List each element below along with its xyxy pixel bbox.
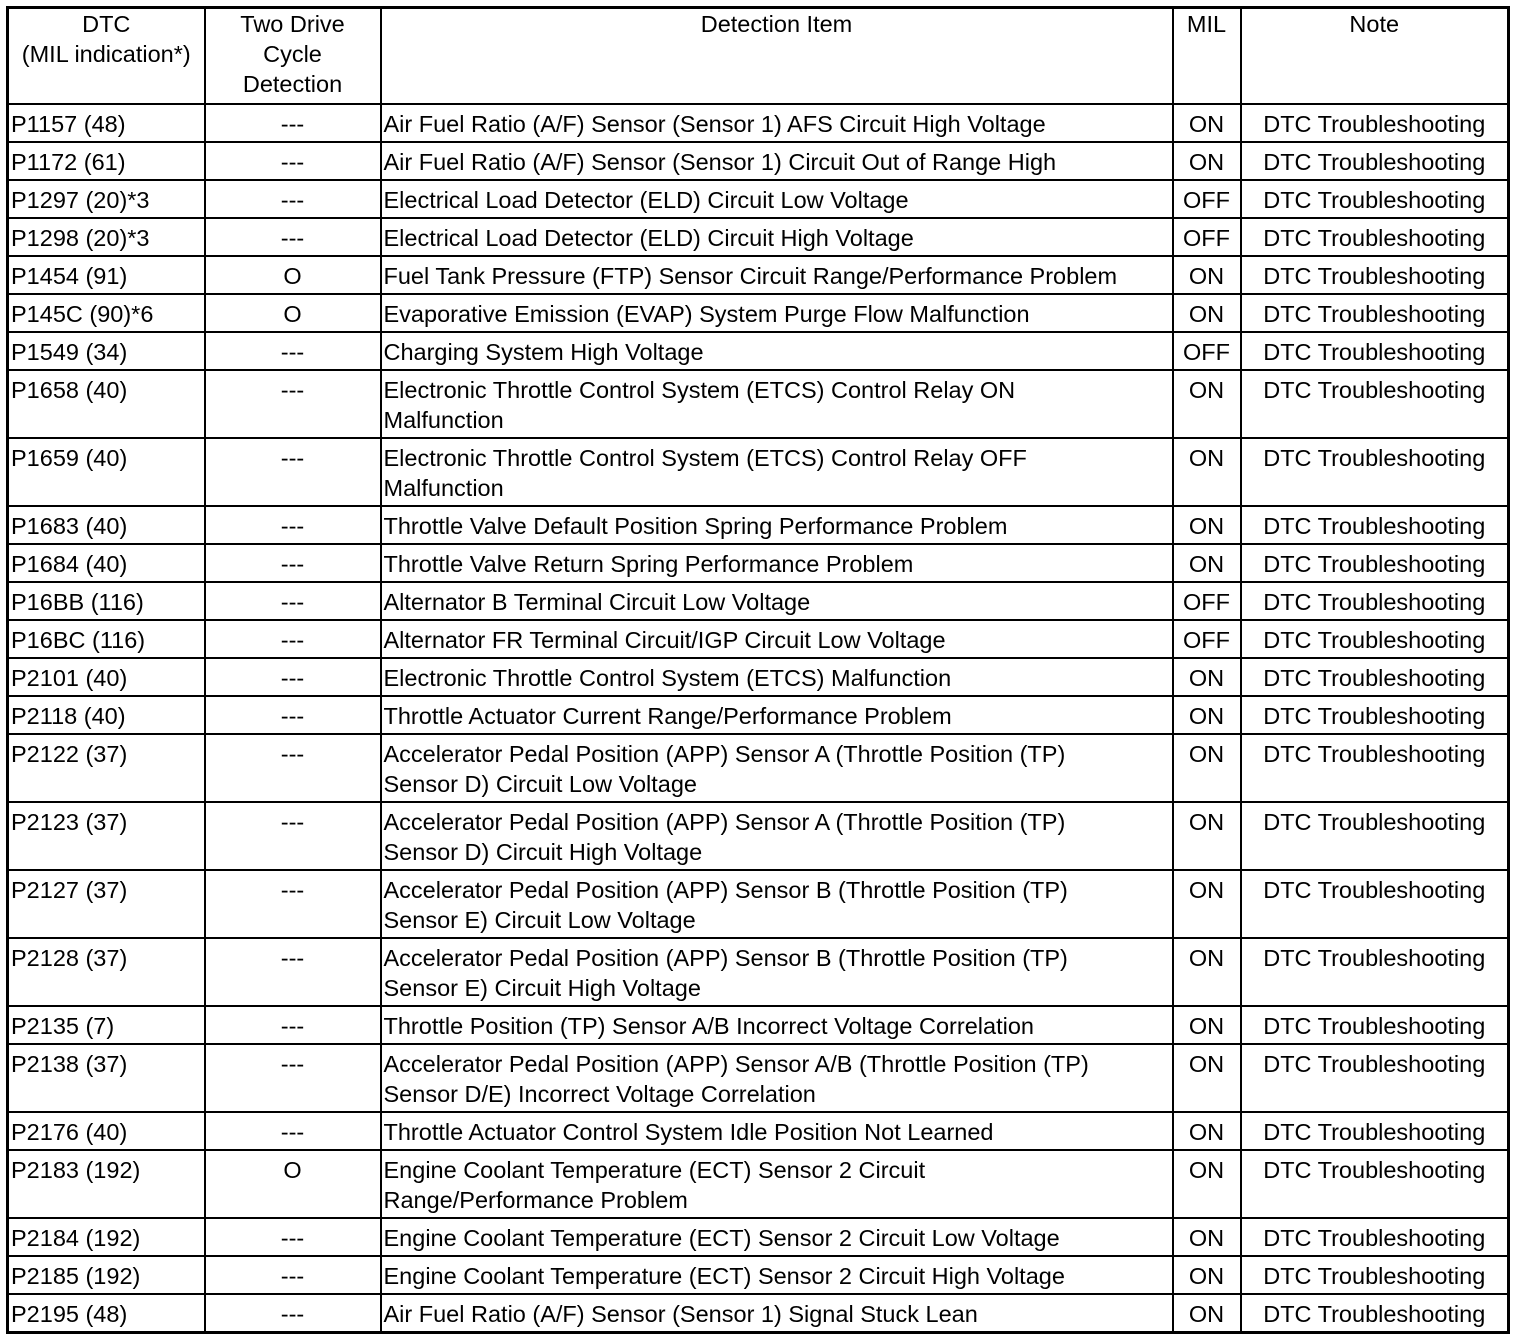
note-link: DTC Troubleshooting <box>1241 1112 1509 1150</box>
note-link: DTC Troubleshooting <box>1241 370 1509 438</box>
two-drive-cycle-flag: --- <box>205 1256 381 1294</box>
two-drive-cycle-flag: --- <box>205 658 381 696</box>
dtc-code: P2138 (37) <box>8 1044 205 1112</box>
dtc-code: P2118 (40) <box>8 696 205 734</box>
mil-status: ON <box>1173 734 1241 802</box>
note-link: DTC Troubleshooting <box>1241 870 1509 938</box>
note-link: DTC Troubleshooting <box>1241 1044 1509 1112</box>
table-row <box>8 438 1509 506</box>
mil-status: ON <box>1173 506 1241 544</box>
note-link: DTC Troubleshooting <box>1241 218 1509 256</box>
note-link: DTC Troubleshooting <box>1241 506 1509 544</box>
note-link: DTC Troubleshooting <box>1241 620 1509 658</box>
two-drive-cycle-flag: O <box>205 256 381 294</box>
dtc-code: P2127 (37) <box>8 870 205 938</box>
mil-status: ON <box>1173 1150 1241 1218</box>
mil-status: OFF <box>1173 582 1241 620</box>
note-link: DTC Troubleshooting <box>1241 256 1509 294</box>
note-link: DTC Troubleshooting <box>1241 142 1509 180</box>
mil-status: ON <box>1173 1006 1241 1044</box>
dtc-code: P2183 (192) <box>8 1150 205 1218</box>
note-link: DTC Troubleshooting <box>1241 1256 1509 1294</box>
mil-status: ON <box>1173 256 1241 294</box>
two-drive-cycle-flag: --- <box>205 938 381 1006</box>
mil-status: ON <box>1173 544 1241 582</box>
mil-status: OFF <box>1173 620 1241 658</box>
detection-item: Throttle Actuator Current Range/Performance Problem <box>381 696 1173 734</box>
table-row <box>8 506 1509 544</box>
note-link: DTC Troubleshooting <box>1241 294 1509 332</box>
table-body <box>8 104 1509 1333</box>
table-row <box>8 802 1509 870</box>
two-drive-cycle-flag: --- <box>205 696 381 734</box>
mil-status: ON <box>1173 696 1241 734</box>
table-row <box>8 218 1509 256</box>
dtc-code: P2185 (192) <box>8 1256 205 1294</box>
mil-status: OFF <box>1173 332 1241 370</box>
detection-item: Air Fuel Ratio (A/F) Sensor (Sensor 1) Signal Stuck Lean <box>381 1294 1173 1333</box>
detection-item: Engine Coolant Temperature (ECT) Sensor 2 Circuit Low Voltage <box>381 1218 1173 1256</box>
dtc-code: P2135 (7) <box>8 1006 205 1044</box>
header-row <box>8 8 1509 105</box>
dtc-code: P145C (90)*6 <box>8 294 205 332</box>
detection-item: Accelerator Pedal Position (APP) Sensor B (Throttle Position (TP) Sensor E) Circuit Low Voltage <box>381 870 1173 938</box>
two-drive-cycle-flag: --- <box>205 218 381 256</box>
note-link: DTC Troubleshooting <box>1241 802 1509 870</box>
mil-status: OFF <box>1173 180 1241 218</box>
dtc-code: P1454 (91) <box>8 256 205 294</box>
two-drive-cycle-flag: --- <box>205 180 381 218</box>
two-drive-cycle-flag: --- <box>205 104 381 142</box>
dtc-code: P16BB (116) <box>8 582 205 620</box>
table-row <box>8 332 1509 370</box>
mil-status: ON <box>1173 294 1241 332</box>
mil-status: ON <box>1173 658 1241 696</box>
table-row <box>8 938 1509 1006</box>
note-link: DTC Troubleshooting <box>1241 582 1509 620</box>
note-link: DTC Troubleshooting <box>1241 1006 1509 1044</box>
table-row <box>8 1218 1509 1256</box>
detection-item: Accelerator Pedal Position (APP) Sensor A (Throttle Position (TP) Sensor D) Circuit High Voltage <box>381 802 1173 870</box>
note-link: DTC Troubleshooting <box>1241 1150 1509 1218</box>
two-drive-cycle-flag: --- <box>205 1218 381 1256</box>
table-row <box>8 582 1509 620</box>
two-drive-cycle-flag: O <box>205 1150 381 1218</box>
detection-item: Electronic Throttle Control System (ETCS) Malfunction <box>381 658 1173 696</box>
table-row <box>8 256 1509 294</box>
note-link: DTC Troubleshooting <box>1241 1218 1509 1256</box>
mil-status: ON <box>1173 1256 1241 1294</box>
table-row <box>8 658 1509 696</box>
detection-item: Throttle Position (TP) Sensor A/B Incorrect Voltage Correlation <box>381 1006 1173 1044</box>
table-row <box>8 370 1509 438</box>
two-drive-cycle-flag: --- <box>205 544 381 582</box>
table-row <box>8 180 1509 218</box>
table-row <box>8 1044 1509 1112</box>
table-row <box>8 696 1509 734</box>
dtc-code: P1659 (40) <box>8 438 205 506</box>
dtc-code: P2176 (40) <box>8 1112 205 1150</box>
dtc-code: P1298 (20)*3 <box>8 218 205 256</box>
dtc-code: P1683 (40) <box>8 506 205 544</box>
two-drive-cycle-flag: --- <box>205 506 381 544</box>
detection-item: Alternator FR Terminal Circuit/IGP Circuit Low Voltage <box>381 620 1173 658</box>
two-drive-cycle-flag: --- <box>205 142 381 180</box>
mil-status: OFF <box>1173 218 1241 256</box>
mil-status: ON <box>1173 1218 1241 1256</box>
mil-status: ON <box>1173 802 1241 870</box>
note-link: DTC Troubleshooting <box>1241 938 1509 1006</box>
header-detection-item: Detection Item <box>381 8 1173 105</box>
mil-status: ON <box>1173 1112 1241 1150</box>
detection-item: Evaporative Emission (EVAP) System Purge Flow Malfunction <box>381 294 1173 332</box>
note-link: DTC Troubleshooting <box>1241 734 1509 802</box>
detection-item: Electronic Throttle Control System (ETCS) Control Relay OFF Malfunction <box>381 438 1173 506</box>
two-drive-cycle-flag: O <box>205 294 381 332</box>
header-note: Note <box>1241 8 1509 105</box>
detection-item: Charging System High Voltage <box>381 332 1173 370</box>
dtc-code: P1684 (40) <box>8 544 205 582</box>
note-link: DTC Troubleshooting <box>1241 332 1509 370</box>
mil-status: ON <box>1173 438 1241 506</box>
detection-item: Accelerator Pedal Position (APP) Sensor B (Throttle Position (TP) Sensor E) Circuit High Voltage <box>381 938 1173 1006</box>
dtc-code: P1549 (34) <box>8 332 205 370</box>
detection-item: Air Fuel Ratio (A/F) Sensor (Sensor 1) AFS Circuit High Voltage <box>381 104 1173 142</box>
note-link: DTC Troubleshooting <box>1241 180 1509 218</box>
table-row <box>8 1112 1509 1150</box>
note-link: DTC Troubleshooting <box>1241 658 1509 696</box>
detection-item: Engine Coolant Temperature (ECT) Sensor 2 Circuit Range/Performance Problem <box>381 1150 1173 1218</box>
dtc-code: P1658 (40) <box>8 370 205 438</box>
note-link: DTC Troubleshooting <box>1241 1294 1509 1333</box>
dtc-code: P2195 (48) <box>8 1294 205 1333</box>
detection-item: Engine Coolant Temperature (ECT) Sensor 2 Circuit High Voltage <box>381 1256 1173 1294</box>
table-row <box>8 1150 1509 1218</box>
mil-status: ON <box>1173 370 1241 438</box>
two-drive-cycle-flag: --- <box>205 1112 381 1150</box>
header-dtc: DTC (MIL indication*) <box>8 8 205 105</box>
table-row <box>8 142 1509 180</box>
detection-item: Electronic Throttle Control System (ETCS) Control Relay ON Malfunction <box>381 370 1173 438</box>
two-drive-cycle-flag: --- <box>205 1294 381 1333</box>
two-drive-cycle-flag: --- <box>205 582 381 620</box>
detection-item: Throttle Valve Return Spring Performance Problem <box>381 544 1173 582</box>
two-drive-cycle-flag: --- <box>205 332 381 370</box>
mil-status: ON <box>1173 1294 1241 1333</box>
dtc-code: P2101 (40) <box>8 658 205 696</box>
two-drive-cycle-flag: --- <box>205 802 381 870</box>
dtc-code: P2122 (37) <box>8 734 205 802</box>
note-link: DTC Troubleshooting <box>1241 696 1509 734</box>
two-drive-cycle-flag: --- <box>205 870 381 938</box>
header-mil: MIL <box>1173 8 1241 105</box>
detection-item: Accelerator Pedal Position (APP) Sensor A (Throttle Position (TP) Sensor D) Circuit Low Voltage <box>381 734 1173 802</box>
dtc-code: P1157 (48) <box>8 104 205 142</box>
two-drive-cycle-flag: --- <box>205 438 381 506</box>
table-row <box>8 1294 1509 1333</box>
detection-item: Electrical Load Detector (ELD) Circuit Low Voltage <box>381 180 1173 218</box>
dtc-code: P2184 (192) <box>8 1218 205 1256</box>
mil-status: ON <box>1173 870 1241 938</box>
detection-item: Throttle Actuator Control System Idle Position Not Learned <box>381 1112 1173 1150</box>
mil-status: ON <box>1173 142 1241 180</box>
dtc-code: P1297 (20)*3 <box>8 180 205 218</box>
note-link: DTC Troubleshooting <box>1241 438 1509 506</box>
detection-item: Accelerator Pedal Position (APP) Sensor A/B (Throttle Position (TP) Sensor D/E) Incorrect Voltage Correlation <box>381 1044 1173 1112</box>
table-row <box>8 870 1509 938</box>
table-row <box>8 294 1509 332</box>
detection-item: Alternator B Terminal Circuit Low Voltage <box>381 582 1173 620</box>
mil-status: ON <box>1173 1044 1241 1112</box>
dtc-code: P1172 (61) <box>8 142 205 180</box>
table-row <box>8 734 1509 802</box>
two-drive-cycle-flag: --- <box>205 1044 381 1112</box>
two-drive-cycle-flag: --- <box>205 734 381 802</box>
detection-item: Fuel Tank Pressure (FTP) Sensor Circuit Range/Performance Problem <box>381 256 1173 294</box>
detection-item: Electrical Load Detector (ELD) Circuit High Voltage <box>381 218 1173 256</box>
note-link: DTC Troubleshooting <box>1241 544 1509 582</box>
dtc-code: P2123 (37) <box>8 802 205 870</box>
dtc-code: P16BC (116) <box>8 620 205 658</box>
table-row <box>8 544 1509 582</box>
table-row <box>8 620 1509 658</box>
detection-item: Air Fuel Ratio (A/F) Sensor (Sensor 1) Circuit Out of Range High <box>381 142 1173 180</box>
note-link: DTC Troubleshooting <box>1241 104 1509 142</box>
header-two-drive-cycle: Two Drive Cycle Detection <box>205 8 381 105</box>
mil-status: ON <box>1173 938 1241 1006</box>
table-row <box>8 1006 1509 1044</box>
dtc-table <box>6 6 1510 1334</box>
detection-item: Throttle Valve Default Position Spring Performance Problem <box>381 506 1173 544</box>
dtc-code: P2128 (37) <box>8 938 205 1006</box>
two-drive-cycle-flag: --- <box>205 1006 381 1044</box>
table-row <box>8 104 1509 142</box>
two-drive-cycle-flag: --- <box>205 620 381 658</box>
two-drive-cycle-flag: --- <box>205 370 381 438</box>
table-row <box>8 1256 1509 1294</box>
mil-status: ON <box>1173 104 1241 142</box>
